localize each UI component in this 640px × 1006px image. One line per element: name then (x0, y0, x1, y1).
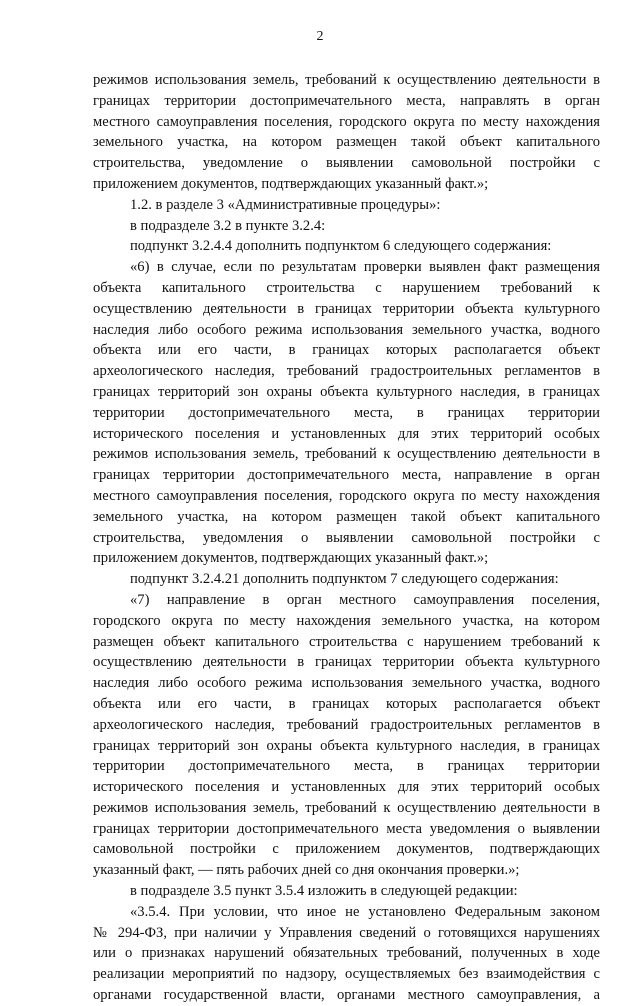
text-line: территории достопримечательного места, в границах территории (93, 404, 600, 421)
text-line: режимов использования земель, требований к осуществлению деятельности в (93, 72, 600, 88)
text-line: исторического поселения и установленных для этих территорий особых (93, 425, 600, 442)
text-line: границах территорий зон охраны объекта культурного наследия, в границах (93, 383, 600, 400)
text-line: археологического наследия, требований градостроительных регламентов в (93, 363, 600, 380)
text-line: строительства, уведомления о выявлении самовольной постройки с (93, 529, 600, 546)
text-line: объекта или его части, в границах которых располагается объект (93, 342, 600, 359)
text-line: местного самоуправления поселения, городского округа по месту нахождения (93, 487, 600, 504)
document-body (93, 70, 600, 1006)
text-line: исторического поселения и установленных для этих территорий особых (93, 779, 600, 796)
text-line: самовольной постройки с приложением документов, подтверждающих (93, 841, 600, 858)
text-line: режимов использования земель, требований к осуществлению деятельности в (93, 446, 600, 463)
text-line: органами государственной власти, органами местного самоуправления, а (93, 987, 600, 1004)
text-line: археологического наследия, требований градостроительных регламентов в (93, 716, 600, 733)
text-line: в подразделе 3.5 пункт 3.5.4 изложить в следующей редакции: (130, 883, 518, 900)
text-line: приложением документов, подтверждающих указанный факт.»; (93, 175, 489, 192)
text-line: «7) направление в орган местного самоуправления поселения, (130, 591, 600, 608)
text-line: приложением документов, подтверждающих указанный факт.»; (93, 550, 489, 567)
text-line: границах территории достопримечательного места, направление в орган (93, 467, 600, 484)
text-line: объекта капитального строительства с нарушением требований к (93, 279, 600, 296)
text-line: «6) в случае, если по результатам проверки выявлен факт размещения (130, 259, 600, 276)
text-line: режимов использования земель, требований к осуществлению деятельности в (93, 799, 600, 816)
text-line: наследия либо особого режима использования земельного участка, водного (93, 675, 600, 692)
text-line: «3.5.4. При условии, что иное не установлено Федеральным законом (130, 903, 600, 920)
text-line: размещен объект капитального строительства с нарушением требований к (93, 633, 600, 650)
text-line: указанный факт, — пять рабочих дней со дня окончания проверки.»; (93, 862, 520, 879)
text-line: объекта или его части, в границах которых располагается объект (93, 695, 600, 712)
text-line: подпункт 3.2.4.21 дополнить подпунктом 7 следующего содержания: (130, 571, 559, 588)
text-line: осуществлению деятельности в границах территории объекта культурного (93, 300, 600, 317)
text-line: 1.2. в разделе 3 «Административные процедуры»: (130, 196, 441, 213)
text-line: границах территорий зон охраны объекта культурного наследия, в границах (93, 737, 600, 754)
text-line: наследия либо особого режима использования земельного участка, водного (93, 321, 600, 338)
text-line: строительства, уведомление о выявлении самовольной постройки с (93, 155, 600, 172)
text-line: подпункт 3.2.4.4 дополнить подпунктом 6 следующего содержания: (130, 238, 552, 255)
text-line: реализации мероприятий по надзору, осуществляемых без взаимодействия с (93, 966, 600, 983)
text-line: или о признаках нарушений обязательных требований, полученных в ходе (93, 945, 600, 962)
text-line: земельного участка, на котором размещен такой объект капитального (93, 134, 600, 151)
text-line: границах территории достопримечательного места, направлять в орган (93, 92, 600, 109)
text-line: осуществлению деятельности в границах территории объекта культурного (93, 654, 600, 671)
text-line: земельного участка, на котором размещен такой объект капитального (93, 508, 600, 525)
text-line: местного самоуправления поселения, городского округа по месту нахождения (93, 113, 600, 130)
text-line: городского округа по месту нахождения земельного участка, на котором (93, 612, 600, 629)
text-line: № 294-ФЗ, при наличии у Управления сведений о готовящихся нарушениях (93, 924, 600, 941)
text-line: в подразделе 3.2 в пункте 3.2.4: (130, 217, 326, 234)
text-line: границах территории достопримечательного места уведомления о выявлении (93, 820, 600, 837)
text-line: территории достопримечательного места, в границах территории (93, 758, 600, 775)
page-number: 2 (316, 29, 324, 44)
